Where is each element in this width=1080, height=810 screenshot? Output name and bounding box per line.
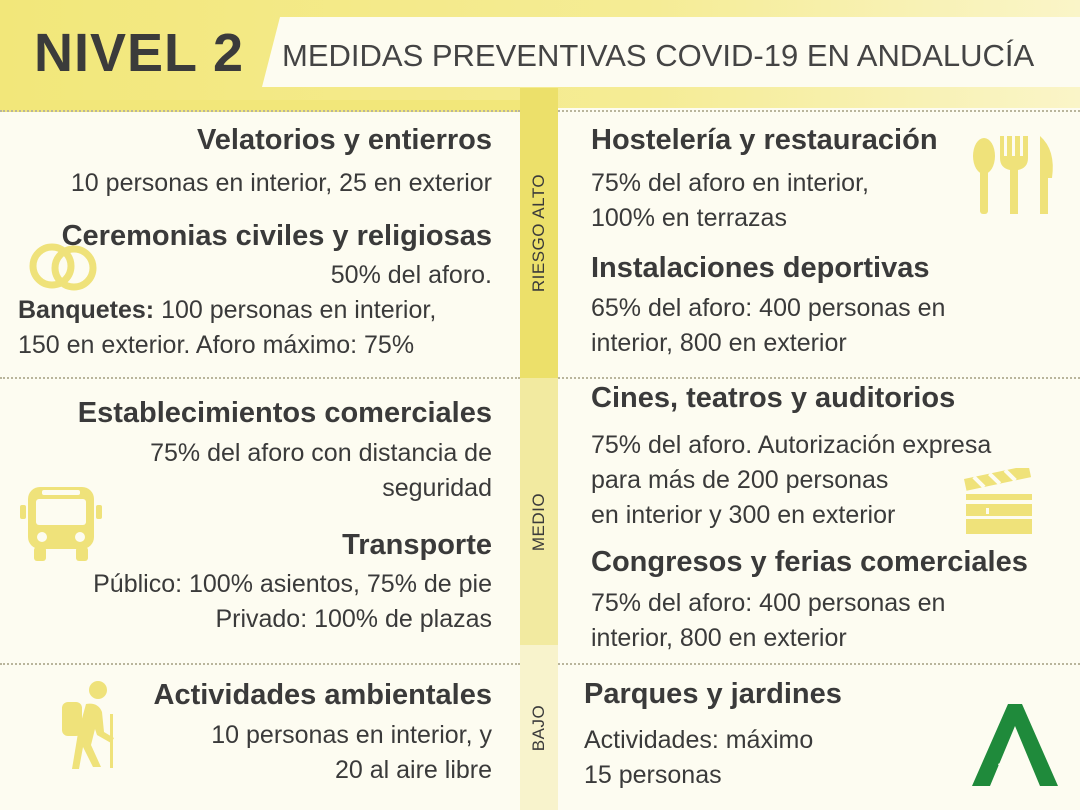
parques-line1: Actividades: máximo <box>584 726 814 754</box>
deportivas-line1: 65% del aforo: 400 personas en <box>591 294 946 322</box>
ambientales-line1: 10 personas en interior, y <box>211 721 492 749</box>
banquetes-label: Banquetes: <box>18 296 155 324</box>
ambientales-title: Actividades ambientales <box>153 679 492 711</box>
hosteleria-title: Hostelería y restauración <box>591 124 938 156</box>
separator <box>0 110 520 112</box>
ceremonias-text: 50% del aforo. <box>330 261 492 289</box>
risk-medium-band <box>520 378 558 665</box>
separator <box>558 110 1080 112</box>
hosteleria-line2: 100% en terrazas <box>591 204 787 232</box>
separator <box>0 377 520 379</box>
cines-line2: para más de 200 personas <box>591 466 889 494</box>
deportivas-line2: interior, 800 en exterior <box>591 329 847 357</box>
hosteleria-line1: 75% del aforo en interior, <box>591 169 869 197</box>
congresos-line2: interior, 800 en exterior <box>591 624 847 652</box>
comerciales-line2: seguridad <box>382 474 492 502</box>
risk-high-label: RIESGO ALTO <box>529 173 548 293</box>
parques-line2: 15 personas <box>584 761 722 789</box>
wedding-rings-icon <box>26 236 102 296</box>
congresos-line1: 75% del aforo: 400 personas en <box>591 589 946 617</box>
parques-title: Parques y jardines <box>584 678 842 710</box>
velatorios-title: Velatorios y entierros <box>197 124 492 156</box>
separator <box>558 377 1080 379</box>
transporte-title: Transporte <box>342 529 492 561</box>
level-title: NIVEL 2 <box>34 23 245 83</box>
transporte-line1: Público: 100% asientos, 75% de pie <box>93 570 492 598</box>
separator <box>0 663 520 665</box>
banquetes-line1 <box>18 293 436 328</box>
velatorios-text: 10 personas en interior, 25 en exterior <box>70 169 492 197</box>
bus-icon <box>20 485 102 563</box>
junta-andalucia-logo <box>968 700 1062 788</box>
banquetes-line2: 150 en exterior. Aforo máximo: 75% <box>18 331 415 359</box>
clapperboard-icon <box>962 468 1036 536</box>
deportivas-title: Instalaciones deportivas <box>591 252 930 284</box>
cines-title: Cines, teatros y auditorios <box>591 382 956 414</box>
comerciales-title: Establecimientos comerciales <box>77 397 492 429</box>
cines-line1: 75% del aforo. Autorización expresa <box>591 431 992 459</box>
ambientales-line2: 20 al aire libre <box>334 756 492 784</box>
risk-high-band <box>520 88 558 378</box>
risk-low-band <box>520 645 558 810</box>
risk-low-label: BAJO <box>529 704 548 751</box>
separator <box>558 663 1080 665</box>
cutlery-icon <box>970 134 1058 216</box>
risk-medium-label: MEDIO <box>529 492 548 551</box>
page-subtitle: MEDIDAS PREVENTIVAS COVID-19 EN ANDALUCÍA <box>282 38 1035 73</box>
congresos-title: Congresos y ferias comerciales <box>591 546 1028 578</box>
ceremonias-title: Ceremonias civiles y religiosas <box>61 220 492 252</box>
banquetes-text: 100 personas en interior, <box>154 296 437 324</box>
transporte-line2: Privado: 100% de plazas <box>215 605 492 633</box>
cines-line3: en interior y 300 en exterior <box>591 501 896 529</box>
hiker-icon <box>58 678 124 770</box>
comerciales-line1: 75% del aforo con distancia de <box>150 439 492 467</box>
